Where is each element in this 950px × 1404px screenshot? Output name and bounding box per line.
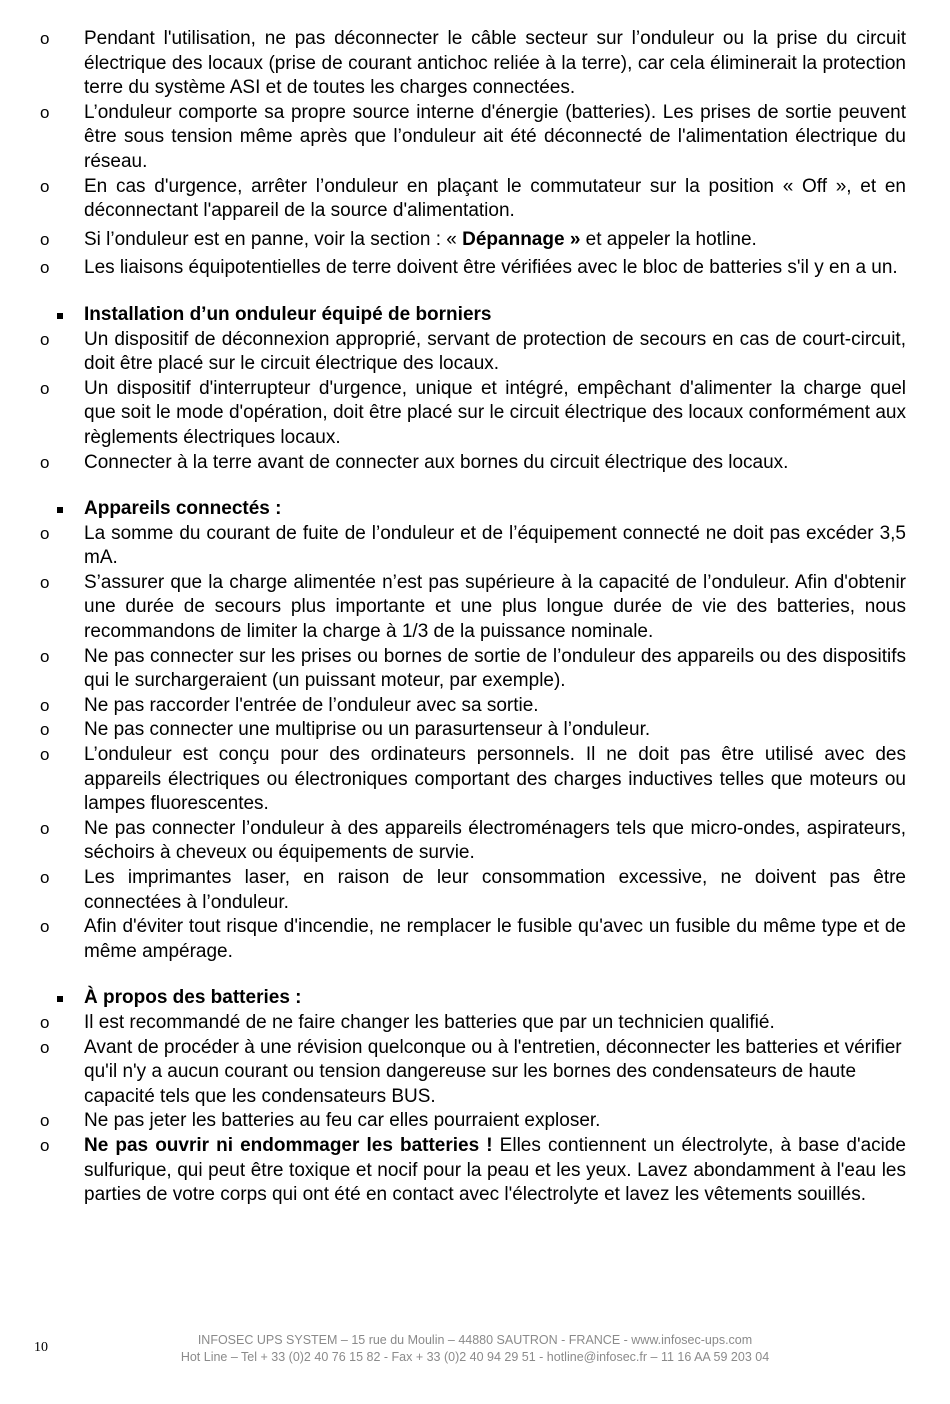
bullet-icon: o xyxy=(40,818,50,838)
page-number: 10 xyxy=(34,1340,48,1355)
list-item: o Ne pas jeter les batteries au feu car elles pourraient exploser. xyxy=(0,1109,950,1134)
list-item: o Ne pas connecter l’onduleur à des appareils électroménagers tels que micro-ondes, aspirateurs, séchoirs à cheveux ou équipements de survie. xyxy=(40,817,906,864)
list-item: o Les liaisons équipotentielles de terre doivent être vérifiées avec le bloc de batteries s'il y en a un. xyxy=(0,256,950,281)
list-item: o Avant de procéder à une révision quelconque ou à l'entretien, déconnecter les batteries et vérifier qu'il n'y a aucun courant ou tension dangereuse sur les bornes des condensateurs de haute capacité tels que les condensateurs BUS. xyxy=(40,1036,902,1107)
footer-contact: Hot Line – Tel + 33 (0)2 40 76 15 82 - Fax + 33 (0)2 40 94 29 51 - hotline@infosec.fr – 11 16 AA 59 203 04 xyxy=(180,1350,770,1364)
list-item-hotline: o Si l’onduleur est en panne, voir la section : « Dépannage » et appeler la hotline. xyxy=(0,228,950,253)
bullet-icon: o xyxy=(40,176,50,196)
bullet-icon: o xyxy=(40,572,50,592)
section-heading-appareils: Appareils connectés : xyxy=(0,497,950,522)
bullet-icon: o xyxy=(40,917,50,937)
square-bullet-icon xyxy=(57,313,63,319)
list-item: o Les imprimantes laser, en raison de leur consommation excessive, ne doivent pas être connectées à l’onduleur. xyxy=(40,867,906,913)
square-bullet-icon xyxy=(57,507,63,513)
square-bullet-icon xyxy=(57,996,63,1002)
list-item: o L’onduleur comporte sa propre source interne d'énergie (batteries). Les prises de sortie peuvent être sous tension même après que l’onduleur ait été déconnecté de l'alimentation électrique du réseau. xyxy=(40,101,906,172)
bullet-icon: o xyxy=(40,1135,50,1155)
bullet-icon: o xyxy=(40,378,50,398)
document-body xyxy=(0,27,950,1208)
bullet-icon: o xyxy=(40,229,50,249)
bullet-icon: o xyxy=(40,745,50,765)
list-item: o La somme du courant de fuite de l’onduleur et de l’équipement connecté ne doit pas excéder 3,5 mA. xyxy=(40,522,906,569)
bullet-icon: o xyxy=(40,102,50,122)
page-footer xyxy=(0,1332,950,1366)
list-item: o Connecter à la terre avant de connecter aux bornes du circuit électrique des locaux. xyxy=(0,451,950,476)
bullet-icon: o xyxy=(40,646,50,666)
section-heading-borniers: Installation d’un onduleur équipé de borniers xyxy=(0,303,950,328)
list-item: o En cas d'urgence, arrêter l’onduleur en plaçant le commutateur sur la position « Off », et en déconnectant l'appareil de la source d'alimentation. xyxy=(40,175,906,222)
footer-address: INFOSEC UPS SYSTEM – 15 rue du Moulin – 44880 SAUTRON - FRANCE - www.infosec-ups.com xyxy=(197,1333,753,1347)
section-heading-batteries: À propos des batteries : xyxy=(0,986,950,1011)
bullet-icon: o xyxy=(40,1111,50,1131)
list-item: o Un dispositif d'interrupteur d'urgence, unique et intégré, empêchant d'alimenter la charge quel que soit le mode d'opération, doit être placé sur le circuit électrique des locaux conformément aux règlements électriques locaux. xyxy=(40,377,906,448)
list-item: o Pendant l'utilisation, ne pas déconnecter le câble secteur sur l’onduleur ou la prise du circuit électrique des locaux (prise de courant antichoc reliée à la terre), car cela éliminerait la protection terre du système ASI et de toutes les charges connectées. xyxy=(40,28,906,99)
list-item-warning: o Ne pas ouvrir ni endommager les batteries ! Elles contiennent un électrolyte, à base d'acide sulfurique, qui peut être toxique et nocif pour la peau et les yeux. Lavez abondamment à l'eau les parties de votre corps qui ont été en contact avec l'électrolyte et lavez les vêtements souillés. xyxy=(40,1134,906,1206)
bullet-icon: o xyxy=(40,258,50,278)
list-item: o Ne pas connecter une multiprise ou un parasurtenseur à l’onduleur. xyxy=(0,718,950,743)
list-item: o Ne pas raccorder l'entrée de l’onduleur avec sa sortie. xyxy=(0,694,950,719)
list-item: o L’onduleur est conçu pour des ordinateurs personnels. Il ne doit pas être utilisé avec des appareils électriques ou électroniques comportant des charges inductives telles que moteurs ou lampes fluorescentes. xyxy=(40,744,906,815)
list-item: o S’assurer que la charge alimentée n’est pas supérieure à la capacité de l’onduleur. Afin d'obtenir une durée de secours plus importante et une plus longue durée de vie des batteries, nous recommandons de limiter la charge à 1/3 de la puissance nominale. xyxy=(40,571,906,643)
bullet-icon: o xyxy=(40,1037,50,1057)
list-item: o Il est recommandé de ne faire changer les batteries que par un technicien qualifié. xyxy=(0,1011,950,1036)
bullet-icon: o xyxy=(40,452,50,472)
bullet-icon: o xyxy=(40,868,50,887)
list-item: o Ne pas connecter sur les prises ou bornes de sortie de l’onduleur des appareils ou des dispositifs qui le surchargeraient (un puissant moteur, par exemple). xyxy=(40,645,906,692)
bullet-icon: o xyxy=(40,329,50,349)
bullet-icon: o xyxy=(40,720,50,740)
bullet-icon: o xyxy=(40,695,50,715)
bullet-icon: o xyxy=(40,29,50,48)
list-item: o Afin d'éviter tout risque d'incendie, ne remplacer le fusible qu'avec un fusible du même type et de même ampérage. xyxy=(40,916,906,962)
bullet-icon: o xyxy=(40,1012,50,1032)
list-item: o Un dispositif de déconnexion approprié, servant de protection de secours en cas de court-circuit, doit être placé sur le circuit électrique des locaux. xyxy=(40,328,906,375)
bullet-icon: o xyxy=(40,523,50,543)
